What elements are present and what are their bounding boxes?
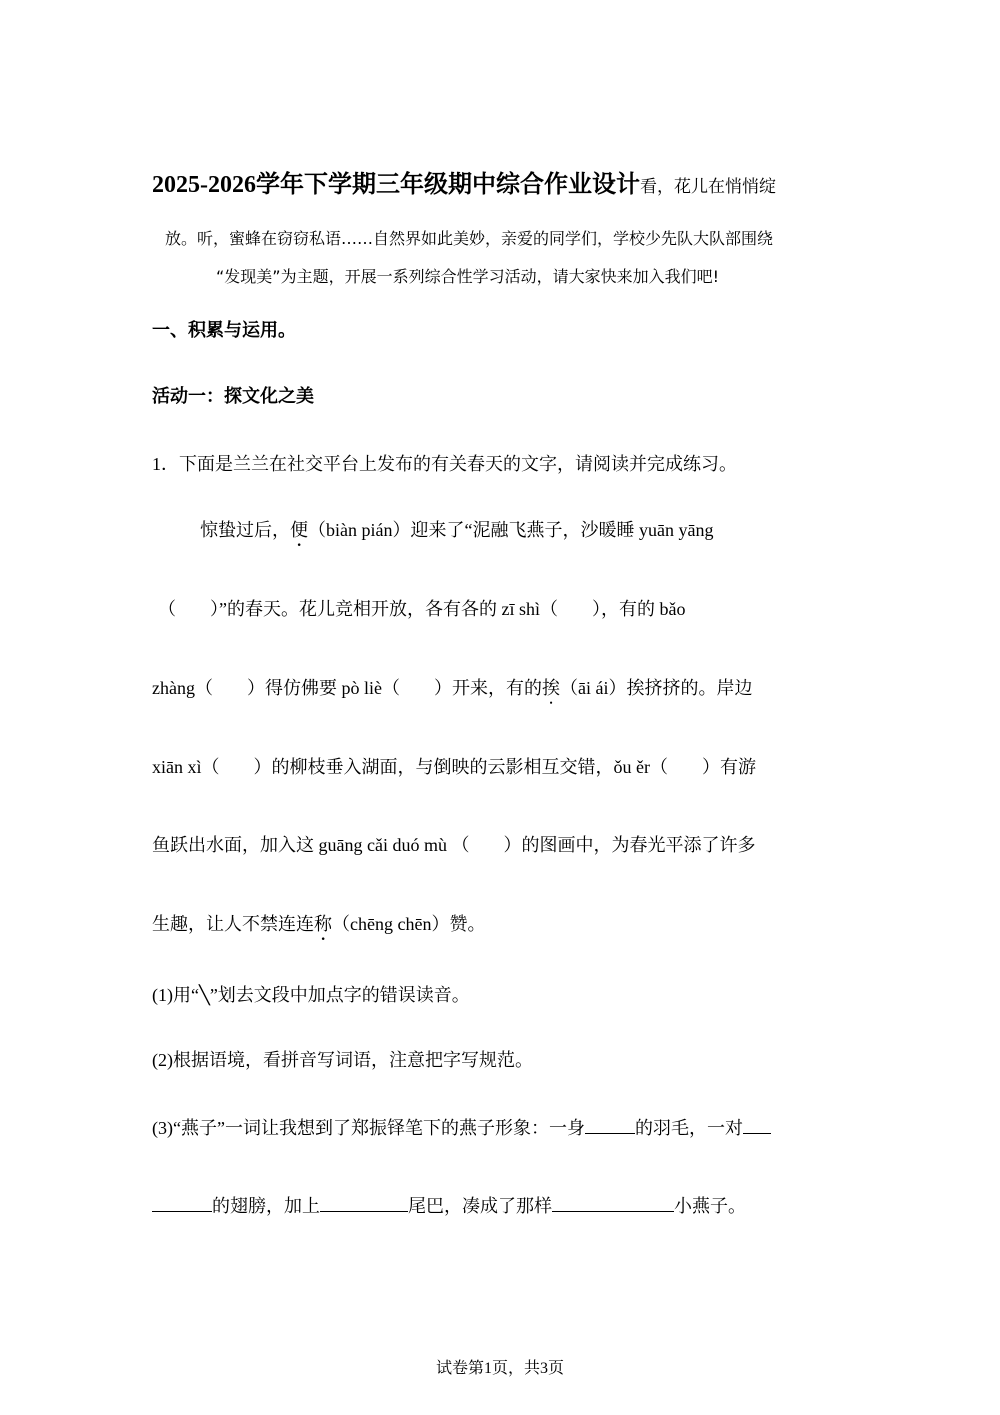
passage-text: zhàng（ bbox=[152, 678, 213, 698]
fill-blank[interactable] bbox=[320, 1193, 408, 1212]
dotted-char: 便 bbox=[290, 520, 308, 541]
dotted-char: 挨 bbox=[541, 678, 560, 698]
passage-line-5 bbox=[152, 832, 755, 858]
question-number: 1． bbox=[152, 454, 179, 474]
passage-line-1 bbox=[200, 517, 713, 551]
sub-question-text: 的羽毛，一对 bbox=[634, 1118, 743, 1138]
sub-question-text: 尾巴，凑成了那样 bbox=[408, 1196, 552, 1216]
passage-text: ）得仿佛要 pò liè（ bbox=[246, 678, 400, 698]
passage-text: 惊蛰过后， bbox=[200, 520, 290, 541]
fill-blank[interactable] bbox=[585, 1115, 635, 1134]
sub-question-text: 小燕子。 bbox=[674, 1196, 746, 1216]
passage-text: ）有游 bbox=[701, 757, 756, 777]
fill-blank[interactable] bbox=[552, 1193, 674, 1212]
passage-text: （chēng chēn）赞。 bbox=[332, 914, 486, 934]
passage-text: ），有的 bǎo bbox=[591, 599, 686, 619]
sub-question-2: (2)根据语境，看拼音写词语，注意把字写规范。 bbox=[152, 1050, 533, 1070]
passage-text: xiān xì（ bbox=[152, 757, 220, 777]
question-text: 下面是兰兰在社交平台上发布的有关春天的文字，请阅读并完成练习。 bbox=[179, 454, 737, 475]
fill-blank[interactable] bbox=[152, 1193, 212, 1212]
passage-line-2 bbox=[158, 596, 685, 623]
passage-text: ）”的春天。花儿竞相开放，各有各的 zī shì（ bbox=[210, 599, 558, 619]
title-line bbox=[152, 172, 776, 200]
sub-question-3-cont bbox=[152, 1193, 746, 1219]
intro-line-1: 放。听，蜜蜂在窃窃私语……自然界如此美妙，亲爱的同学们，学校少先队大队部围绕 bbox=[165, 229, 774, 248]
answer-bracket: （ bbox=[158, 599, 176, 620]
passage-text: （āi ái）挨挤挤的。岸边 bbox=[559, 678, 753, 698]
page-footer: 试卷第1页，共3页 bbox=[435, 1360, 564, 1377]
passage-line-3 bbox=[152, 675, 752, 708]
passage-text: （biàn pián）迎来了“泥融飞燕子，沙暖睡 yuān yāng bbox=[308, 520, 714, 540]
passage-line-6 bbox=[152, 911, 485, 945]
intro-line-2: “发现美”为主题，开展一系列综合性学习活动，请大家快来加入我们吧! bbox=[216, 267, 719, 286]
page-title: 2025-2026学年下学期三年级期中综合作业设计 bbox=[152, 172, 640, 198]
passage-line-4 bbox=[152, 754, 756, 780]
dotted-char: 称 bbox=[314, 914, 332, 935]
activity-heading: 活动一：探文化之美 bbox=[152, 386, 314, 407]
passage-text: 鱼跃出水面，加入这 guāng cǎi duó mù （ bbox=[152, 835, 470, 855]
sub-question-text: 的翅膀，加上 bbox=[212, 1196, 320, 1216]
passage-text: ）开来，有的 bbox=[433, 678, 542, 698]
sub-question-1: (1)用“╲”划去文段中加点字的错误读音。 bbox=[152, 985, 470, 1005]
passage-text: 生趣，让人不禁连连 bbox=[152, 914, 314, 935]
intro-line-0: 看，花儿在悄悄绽 bbox=[640, 177, 776, 197]
passage-text: ）的图画中，为春光平添了许多 bbox=[503, 835, 756, 855]
question-1-prompt bbox=[152, 451, 737, 478]
passage-text: ）的柳枝垂入湖面，与倒映的云影相互交错，ǒu ěr（ bbox=[253, 757, 668, 777]
section-heading: 一、积累与运用。 bbox=[152, 320, 296, 341]
fill-blank[interactable] bbox=[743, 1115, 771, 1134]
sub-question-3 bbox=[152, 1115, 771, 1141]
sub-question-text: (3)“燕子”一词让我想到了郑振铎笔下的燕子形象：一身 bbox=[152, 1118, 585, 1138]
